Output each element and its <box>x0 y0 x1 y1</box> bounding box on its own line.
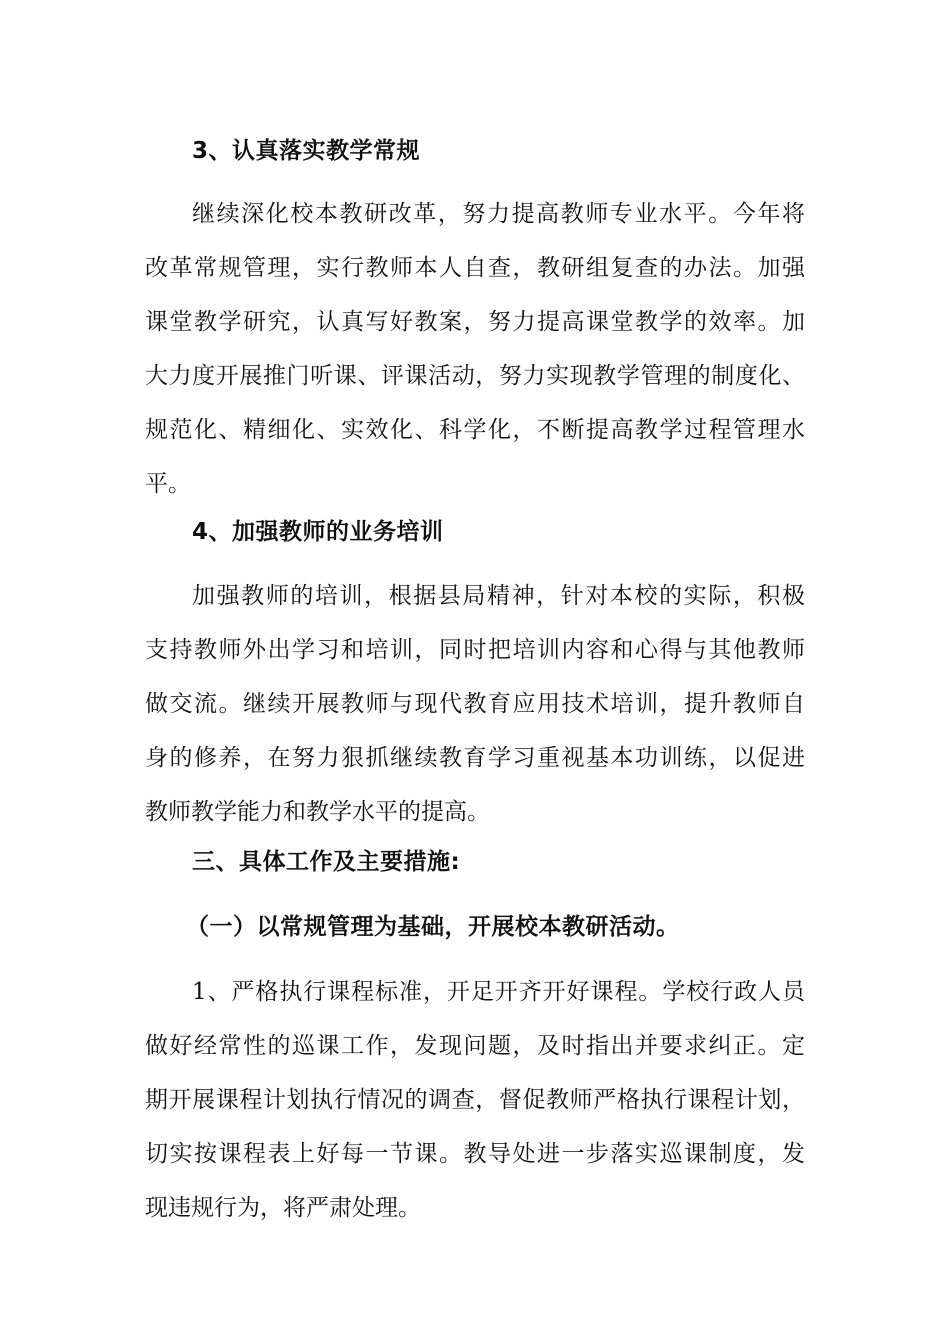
paragraph-line: 改革常规管理，实行教师本人自查，教研组复查的办法。加强 <box>145 255 805 281</box>
paragraph-line: 教师教学能力和教学水平的提高。 <box>145 799 490 825</box>
section-heading: 3、认真落实教学常规 <box>192 138 421 164</box>
paragraph-line: 加强教师的培训，根据县局精神，针对本校的实际，积极 <box>192 583 805 609</box>
paragraph-line: 规范化、精细化、实效化、科学化，不断提高教学过程管理水 <box>145 417 805 443</box>
paragraph-line: 支持教师外出学习和培训，同时把培训内容和心得与其他教师 <box>145 637 805 663</box>
section-paragraph <box>145 187 805 511</box>
paragraph-line: 1、严格执行课程标准，开足开齐开好课程。学校行政人员 <box>192 979 805 1005</box>
paragraph-line: 现违规行为，将严肃处理。 <box>145 1195 421 1221</box>
paragraph-line: 大力度开展推门听课、评课活动，努力实现教学管理的制度化、 <box>145 363 805 389</box>
section-heading: 4、加强教师的业务培训 <box>192 519 444 545</box>
subsection-heading: （一）以常规管理为基础，开展校本教研活动。 <box>186 914 680 940</box>
paragraph-line: 做交流。继续开展教师与现代教育应用技术培训，提升教师自 <box>145 691 805 717</box>
section-paragraph <box>145 965 805 1235</box>
part-heading: 三、具体工作及主要措施: <box>192 849 461 875</box>
paragraph-line: 平。 <box>145 471 191 497</box>
paragraph-line: 做好经常性的巡课工作，发现问题，及时指出并要求纠正。定 <box>145 1033 805 1059</box>
paragraph-line: 继续深化校本教研改革，努力提高教师专业水平。今年将 <box>192 201 805 227</box>
paragraph-line: 切实按课程表上好每一节课。教导处进一步落实巡课制度，发 <box>145 1141 805 1167</box>
paragraph-line: 期开展课程计划执行情况的调查，督促教师严格执行课程计划， <box>145 1087 805 1113</box>
paragraph-line: 身的修养，在努力狠抓继续教育学习重视基本功训练，以促进 <box>145 745 805 771</box>
section-paragraph <box>145 569 805 839</box>
paragraph-line: 课堂教学研究，认真写好教案，努力提高课堂教学的效率。加 <box>145 309 805 335</box>
